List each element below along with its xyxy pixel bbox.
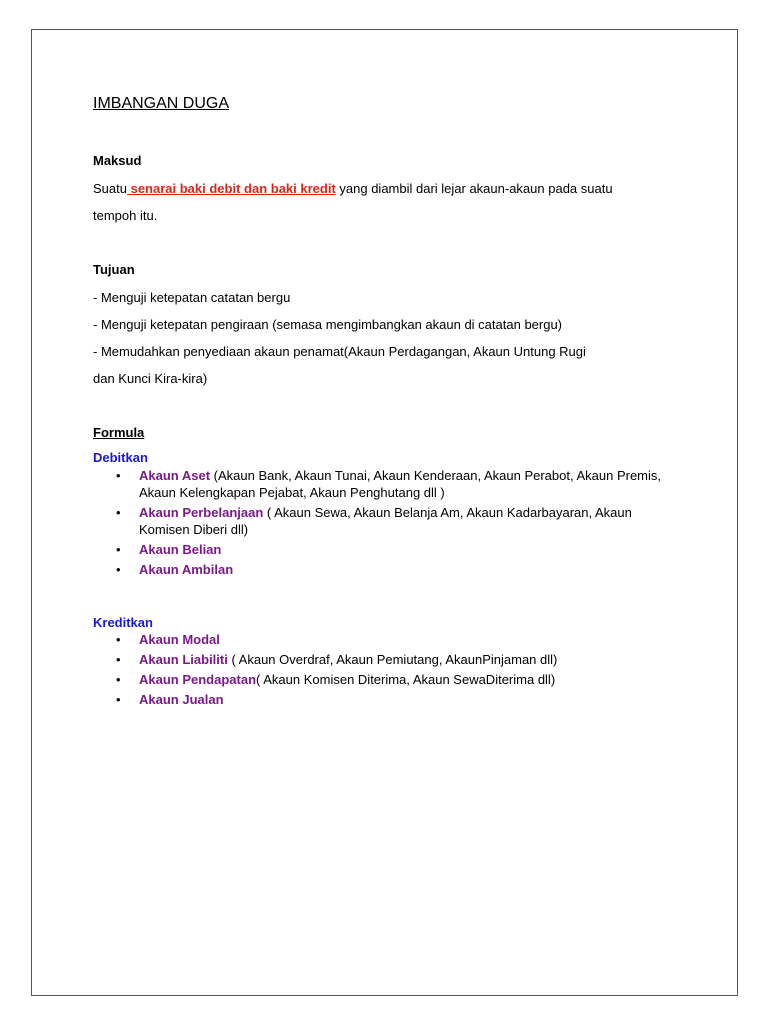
list-item bbox=[93, 691, 683, 708]
account-name: Akaun Liabiliti bbox=[139, 652, 228, 667]
account-name: Akaun Aset bbox=[139, 468, 211, 483]
list-item bbox=[93, 541, 683, 558]
maksud-pre: Suatu bbox=[93, 181, 127, 196]
formula-heading: Formula bbox=[93, 425, 145, 440]
document-title: IMBANGAN DUGA bbox=[93, 95, 230, 112]
maksud-post: yang diambil dari lejar akaun-akaun pada suatu bbox=[335, 181, 613, 196]
account-detail: ( Akaun Sewa, Akaun Belanja Am, Akaun Kadarbayaran, Akaun Komisen Diberi dll) bbox=[139, 505, 632, 537]
maksud-line-1 bbox=[93, 181, 613, 196]
list-item bbox=[93, 504, 683, 538]
account-name: Akaun Modal bbox=[139, 632, 220, 647]
account-name: Akaun Perbelanjaan bbox=[139, 505, 264, 520]
account-name: Akaun Belian bbox=[139, 542, 222, 557]
debitkan-list bbox=[93, 467, 683, 581]
tujuan-heading: Tujuan bbox=[93, 262, 135, 277]
tujuan-item: - Menguji ketepatan pengiraan (semasa mengimbangkan akaun di catatan bergu) bbox=[93, 317, 563, 332]
list-item bbox=[93, 561, 683, 578]
debitkan-label: Debitkan bbox=[93, 450, 148, 465]
kreditkan-label: Kreditkan bbox=[93, 615, 153, 630]
account-detail: ( Akaun Komisen Diterima, Akaun SewaDiterima dll) bbox=[256, 672, 556, 687]
account-detail: ( Akaun Overdraf, Akaun Pemiutang, AkaunPinjaman dll) bbox=[227, 652, 558, 667]
list-item bbox=[93, 671, 683, 688]
tujuan-item: - Menguji ketepatan catatan bergu bbox=[93, 290, 291, 305]
kreditkan-list bbox=[93, 631, 683, 711]
maksud-line-2: tempoh itu. bbox=[93, 208, 158, 223]
account-name: Akaun Ambilan bbox=[139, 562, 234, 577]
account-name: Akaun Jualan bbox=[139, 692, 224, 707]
list-item bbox=[93, 631, 683, 648]
maksud-heading: Maksud bbox=[93, 153, 142, 168]
list-item bbox=[93, 467, 683, 501]
account-name: Akaun Pendapatan bbox=[139, 672, 257, 687]
list-item bbox=[93, 651, 683, 668]
tujuan-item: dan Kunci Kira-kira) bbox=[93, 371, 208, 386]
maksud-highlight: senarai baki debit dan baki kredit bbox=[126, 181, 336, 196]
account-detail: (Akaun Bank, Akaun Tunai, Akaun Kenderaan, Akaun Perabot, Akaun Premis, Akaun Kelengkapan Pejabat, Akaun Penghutang dll ) bbox=[139, 468, 662, 500]
tujuan-item: - Memudahkan penyediaan akaun penamat(Akaun Perdagangan, Akaun Untung Rugi bbox=[93, 344, 586, 359]
